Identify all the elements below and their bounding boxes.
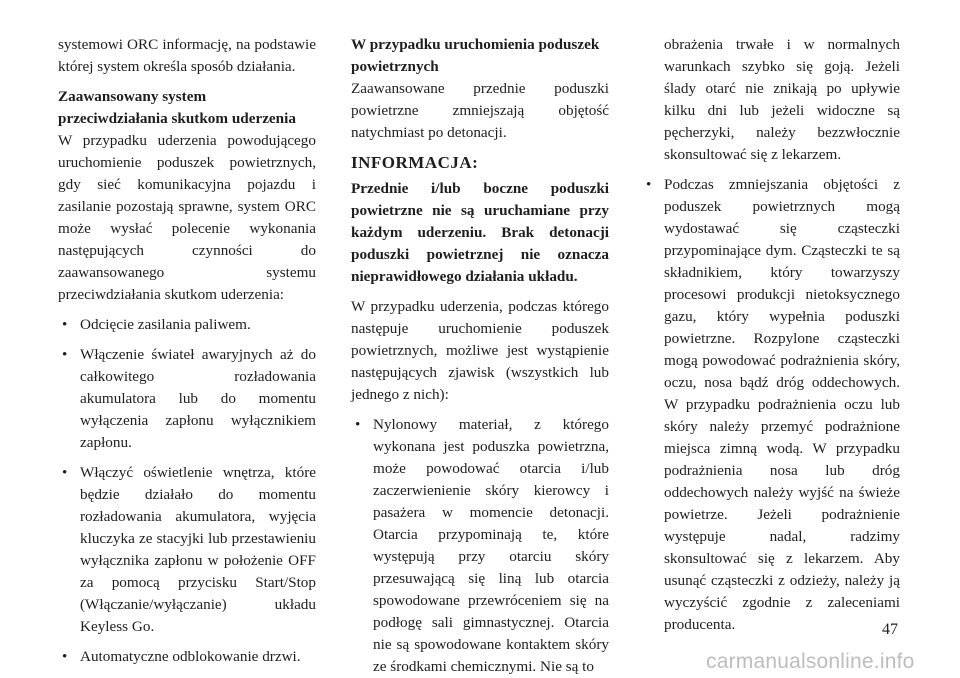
list-item: • Automatyczne odblokowanie drzwi.	[58, 646, 316, 668]
column-middle	[351, 34, 609, 678]
section-heading-airbag-deployment: W przypadku uruchomienia poduszek powietrznych	[351, 36, 600, 75]
list-item: • Włączyć oświetlenie wnętrza, które będzie działało do momentu rozładowania akumulatora, wyjęcia kluczyka ze stacyjki lub przestawieniu wyłącznika zapłonu w położenie OFF za pomocą przycisku Start/Stop (Włączanie/wyłączanie) układu Keyless Go.	[58, 462, 316, 638]
list-item: • Włączenie świateł awaryjnych aż do całkowitego rozładowania akumulatora lub do momentu wyłączenia zapłonu wyłącznikiem zapłonu.	[58, 344, 316, 454]
info-label: INFORMACJA:	[351, 153, 479, 172]
intro-paragraph: systemowi ORC informację, na podstawie której system określa sposób działania.	[58, 36, 316, 75]
body-paragraph: W przypadku uderzenia powodującego uruchomienie poduszek powietrznych, gdy sieć komunikacyjna pojazdu i zasilanie pozostają sprawne, system ORC może wysłać polecenie wykonania następujących czynności do zaawansowanego systemu przeciwdziałania skutkom uderzenia:	[58, 132, 316, 303]
column-left	[58, 34, 316, 668]
page-number: 47	[882, 621, 898, 638]
list-item: • Odcięcie zasilania paliwem.	[58, 314, 316, 336]
list-item: • Podczas zmniejszania objętości z poduszek powietrznych mogą wydostawać się cząsteczki przypominające dym. Cząsteczki te są składnikiem, który towarzyszy procesowi produkcji nietoksycznego gazu, który wypełnia poduszki powietrzne. Rozpylone cząsteczki mogą powodować podrażnienia skóry, oczu, nosa bądź dróg oddechowych. W przypadku podrażnienia oczu lub skóry należy przemyć podrażnione miejsca zimną wodą. W przypadku podrażnienia nosa lub dróg oddechowych należy wyjść na świeże powietrze. Jeżeli podrażnienie występuje nadal, radzimy skonsultować się z lekarzem. Aby usunąć cząsteczki z odzieży, należy ją wyczyścić zgodnie z zaleceniami producenta.	[642, 174, 900, 636]
info-text: Przednie i/lub boczne poduszki powietrzne nie są uruchamiane przy każdym uderzeniu. Brak detonacji poduszki powietrznej nie oznacza nieprawidłowego działania układu.	[351, 180, 609, 285]
watermark: carmanualsonline.info	[706, 650, 915, 673]
list-item-continuation: obrażenia trwałe i w normalnych warunkach szybko się goją. Jeżeli ślady otarć nie znikają po upływie kilku dni lub jeżeli widoczne są pęcherzyki, należy bezzwłocznie skonsultować się z lekarzem.	[664, 36, 900, 163]
section-heading-impact-system: Zaawansowany system przeciwdziałania skutkom uderzenia	[58, 88, 296, 127]
body-paragraph: Zaawansowane przednie poduszki powietrzne zmniejszają objętość natychmiast po detonacji.	[351, 80, 609, 141]
list-item: • Nylonowy materiał, z którego wykonana jest poduszka powietrzna, może powodować otarcia i/lub zaczerwienienie skóry kierowcy i pasażera w momencie detonacji. Otarcia przypominają te, które występują przy otarciu skóry przesuwającą się liną lub otarcia spowodowane przewróceniem się na podłogę sali gimnastycznej. Otarcia nie są spowodowane kontaktem skóry ze środkami chemicznymi. Nie są to	[351, 414, 609, 678]
column-right	[642, 34, 900, 636]
body-paragraph: W przypadku uderzenia, podczas którego następuje uruchomienie poduszek powietrznych, możliwe jest wystąpienie następujących zjawisk (wszystkich lub jednego z nich):	[351, 298, 609, 403]
